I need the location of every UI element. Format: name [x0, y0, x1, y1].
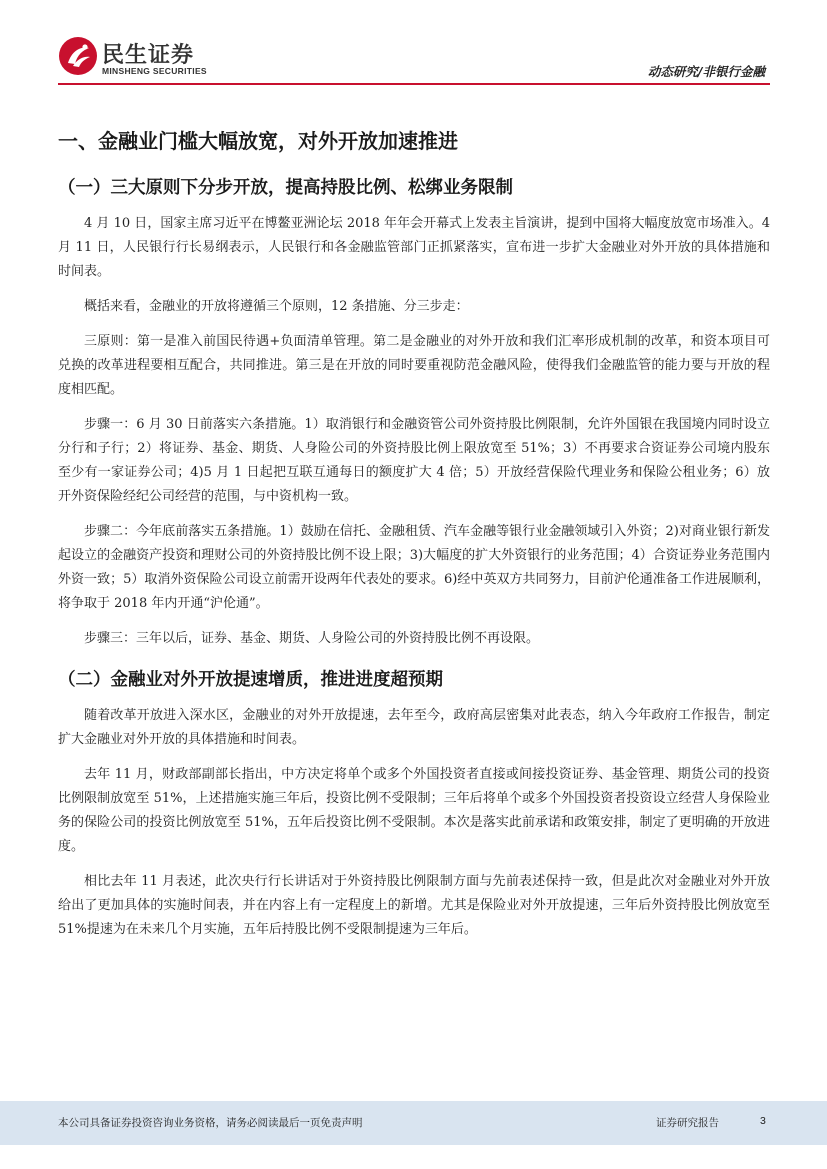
- paragraph: 去年 11 月，财政部副部长指出，中方决定将单个或多个外国投资者直接或间接投资证券、基金管理、期货公司的投资比例限制放宽至 51%，上述措施实施三年后，投资比例不受限制；三年后将单个或多个外国投资者投资设立经营人身保险业务的保险公司的投资比例放宽至 51%，五年后投资比例不受限制。本次是落实此前承诺和政策安排，制定了更明确的开放进度。: [58, 767, 770, 854]
- paragraph: 三原则：第一是准入前国民待遇+负面清单管理。第二是金融业的对外开放和我们汇率形成机制的改革，和资本项目可兑换的改革进程要相互配合，共同推进。第三是在开放的同时要重视防范金融风险，使得我们金融监管的能力要与开放的程度相匹配。: [58, 334, 770, 397]
- paragraph: 相比去年 11 月表述，此次央行行长讲话对于外资持股比例限制方面与先前表述保持一致，但是此次对金融业对外开放给出了更加具体的实施时间表，并在内容上有一定程度上的新增。尤其是保险业对外开放提速，三年后外资持股比例放宽至 51%提速为在未来几个月实施，五年后持股比例不受限制提速为三年后。: [58, 874, 770, 937]
- report-category: 动态研究/非银行金融: [647, 64, 765, 79]
- header-divider: [58, 83, 770, 85]
- footer-disclaimer: 本公司具备证券投资咨询业务资格，请务必阅读最后一页免责声明: [58, 1117, 363, 1129]
- page-header: [0, 0, 827, 90]
- paragraph: 步骤二：今年底前落实五条措施。1）鼓励在信托、金融租赁、汽车金融等银行业金融领域引入外资；2)对商业银行新发起设立的金融资产投资和理财公司的外资持股比例不设上限；3)大幅度的扩大外资银行的业务范围；4）合资证券业务范围内外资一致；5）取消外资保险公司设立前需开设两年代表处的要求。6)经中英双方共同努力，目前沪伦通准备工作进展顺利，将争取于 2018 年内开通“沪伦通”。: [58, 524, 770, 611]
- paragraph: 概括来看，金融业的开放将遵循三个原则，12 条措施、分三步走：: [84, 299, 469, 314]
- section-title: 一、金融业门槛大幅放宽，对外开放加速推进: [58, 129, 458, 153]
- logo-text-cn: 民生证券: [102, 43, 195, 68]
- company-logo: [58, 36, 218, 80]
- subsection-title-1: （一）三大原则下分步开放，提高持股比例、松绑业务限制: [58, 178, 513, 198]
- footer-report-type: 证券研究报告: [656, 1117, 719, 1129]
- paragraph: 4 月 10 日，国家主席习近平在博鳌亚洲论坛 2018 年年会开幕式上发表主旨演讲，提到中国将大幅度放宽市场准入。4 月 11 日，人民银行行长易纲表示，人民银行和各金融监管部门正抓紧落实，宣布进一步扩大金融业对外开放的具体措施和时间表。: [58, 216, 770, 279]
- paragraph: 步骤三：三年以后，证券、基金、期货、人身险公司的外资持股比例不再设限。: [84, 631, 540, 646]
- page-number: 3: [760, 1115, 766, 1127]
- paragraph: 步骤一：6 月 30 日前落实六条措施。1）取消银行和金融资管公司外资持股比例限制，允许外国银在我国境内同时设立分行和子行；2）将证券、基金、期货、人身险公司的外资持股比例上限放宽至 51%；3）不再要求合资证券公司境内股东至少有一家证券公司；4)5 月 1 日起把互联互通每日的额度扩大 4 倍；5）开放经营保险代理业务和保险公租业务；6）放开外资保险经纪公司经营的范围，与中资机构一致。: [58, 417, 770, 504]
- logo-text-en: MINSHENG SECURITIES: [102, 66, 207, 76]
- minsheng-logo-icon: [58, 36, 98, 76]
- report-body: [58, 118, 770, 953]
- subsection-title-2: （二）金融业对外开放提速增质，推进进度超预期: [58, 670, 443, 690]
- page-footer: [0, 1101, 827, 1145]
- paragraph: 随着改革开放进入深水区，金融业的对外开放提速，去年至今，政府高层密集对此表态，纳入今年政府工作报告，制定扩大金融业对外开放的具体措施和时间表。: [58, 708, 770, 747]
